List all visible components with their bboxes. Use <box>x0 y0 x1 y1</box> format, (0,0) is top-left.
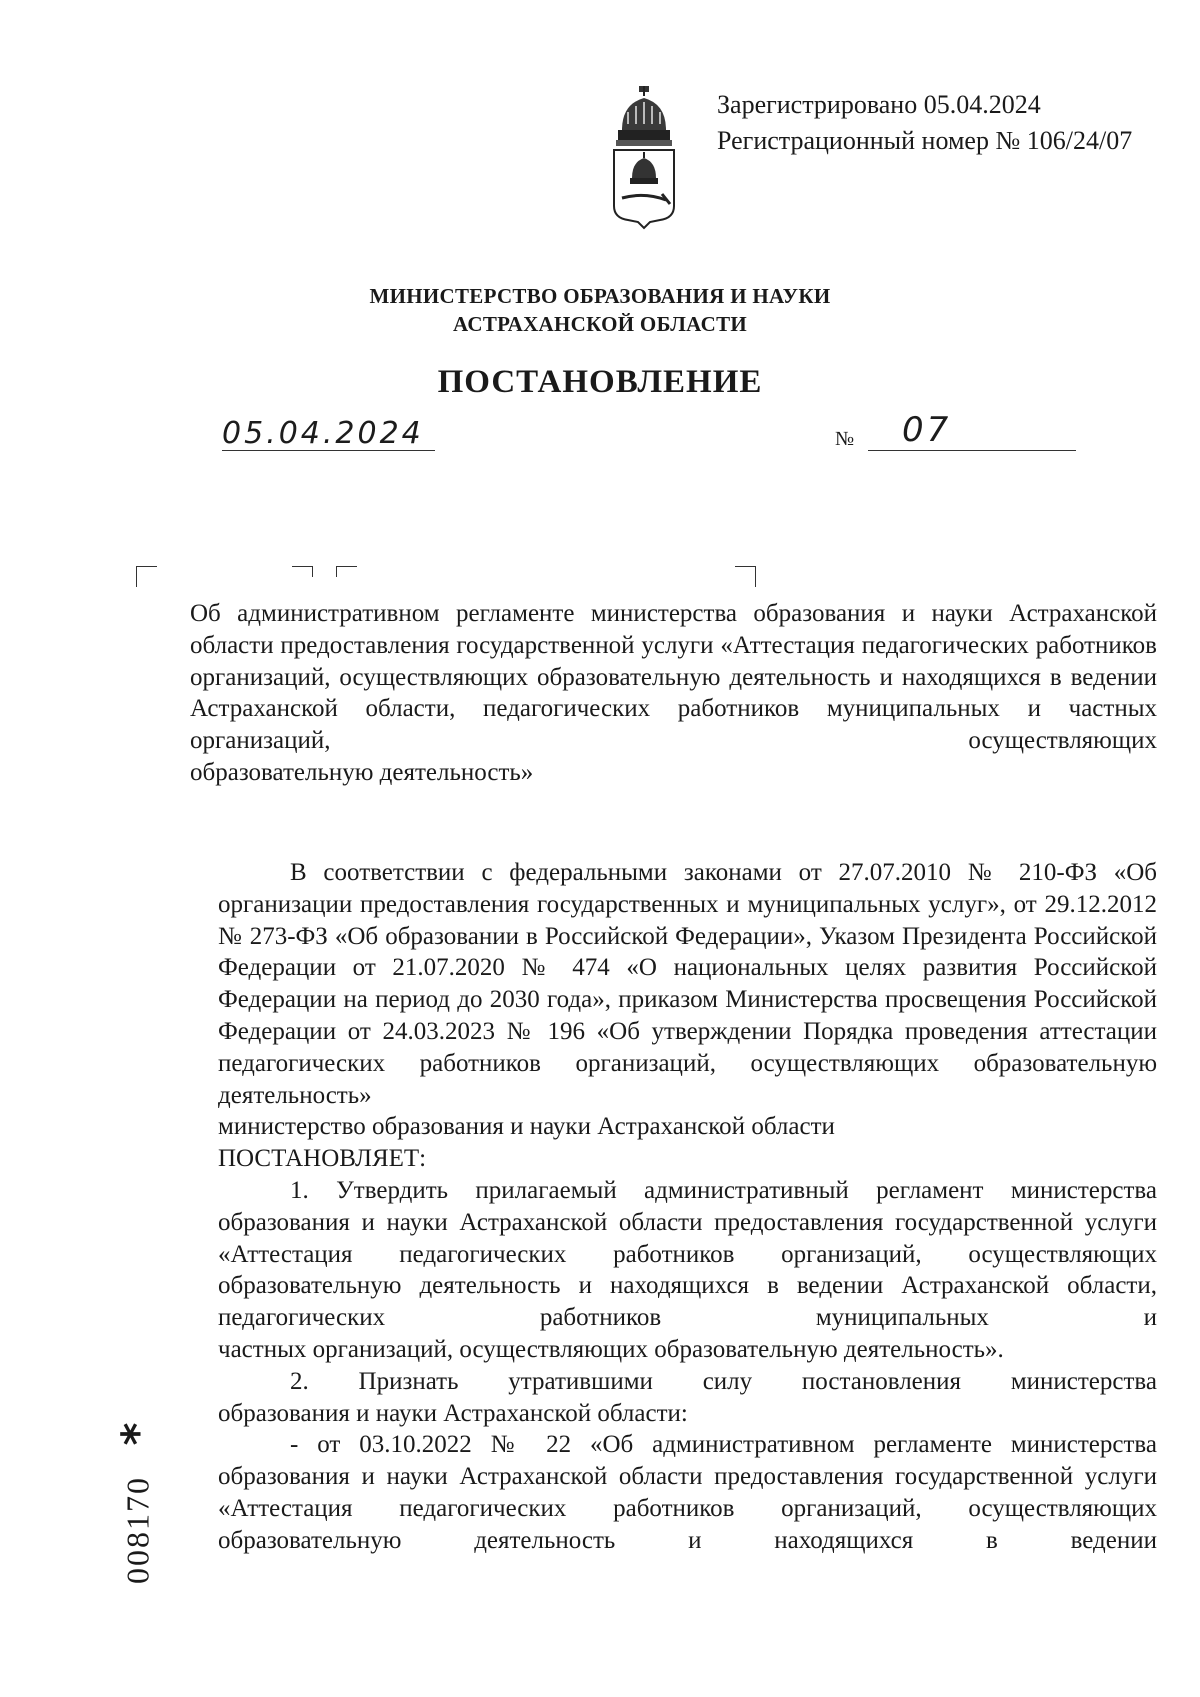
document-body <box>218 857 1157 1557</box>
date-underline <box>222 450 435 451</box>
registration-date: Зарегистрировано 05.04.2024 <box>717 90 1041 119</box>
ministry-name-line1: МИНИСТЕРСТВО ОБРАЗОВАНИЯ И НАУКИ <box>369 284 831 308</box>
document-type-title: ПОСТАНОВЛЕНИЕ <box>437 364 763 400</box>
document-subject <box>190 598 1157 789</box>
stamp-number: 008170 <box>119 1476 156 1584</box>
item-1-paragraph: 1. Утвердить прилагаемый административный регламент министерства образования и науки Астраханской области предоставления государственной услуги «Аттестация педагогических работников организаций, осуществляющих образовательную деятельность и находящихся в ведении Астраханской области, педагогических работников муниципальных и <box>218 1176 1157 1332</box>
item-2-paragraph: 2. Признать утратившими силу постановления министерства <box>290 1367 1157 1395</box>
item-2-last-line: образования и науки Астраханской области: <box>218 1399 688 1427</box>
handwritten-document-number: 07 <box>902 410 952 450</box>
resolves-heading: ПОСТАНОВЛЯЕТ: <box>218 1145 427 1173</box>
item-1-last-line: частных организаций, осуществляющих образовательную деятельность». <box>218 1335 1004 1363</box>
number-sign: № <box>835 428 855 450</box>
subject-text: Об административном регламенте министерства образования и науки Астраханской области предоставления государственной услуги «Аттестация педагогических работников организаций, осуществляющих образовательную деятельность и находящихся в ведении Астраханской области, педагогических работников муниципальных и частных организаций, осуществляющих <box>190 600 1157 755</box>
preamble-paragraph: В соответствии с федеральными законами от 27.07.2010 № 210-ФЗ «Об организации предоставления государственных и муниципальных услуг», от 29.12.2012 № 273-ФЗ «Об образовании в Российской Федерации», Указом Президента Российской Федерации от 21.07.2020 № 474 «О национальных целях развития Российской Федерации на период до 2030 года», приказом Министерства просвещения Российской Федерации от 24.03.2023 № 196 «Об утверждении Порядка проведения аттестации педагогических работников организаций, осуществляющих образовательную деятельность» <box>218 859 1157 1109</box>
handwritten-date: 05.04.2024 <box>222 416 424 451</box>
number-underline <box>868 450 1076 451</box>
subject-corner-mark <box>136 566 157 587</box>
ministry-name-line2: АСТРАХАНСКОЙ ОБЛАСТИ <box>452 312 748 336</box>
registration-number: Регистрационный номер № 106/24/07 <box>717 126 1133 155</box>
item-3-paragraph: - от 03.10.2022 № 22 «Об административном регламенте министерства образования и науки Астраханской области предоставления государственной услуги «Аттестация педагогических работников организаций, осуществляющих образовательную деятельность и находящихся в ведении <box>218 1431 1157 1554</box>
subject-text-last-line: образовательную деятельность» <box>190 758 534 786</box>
subject-corner-mark <box>735 566 756 587</box>
stamp-asterisk: * <box>112 1422 164 1446</box>
subject-corner-mark <box>292 566 313 577</box>
serial-stamp <box>108 1420 168 1640</box>
subject-corner-mark <box>336 566 357 577</box>
preamble-last-line: министерство образования и науки Астраханской области <box>218 1113 835 1141</box>
coat-of-arms-emblem <box>608 86 680 232</box>
